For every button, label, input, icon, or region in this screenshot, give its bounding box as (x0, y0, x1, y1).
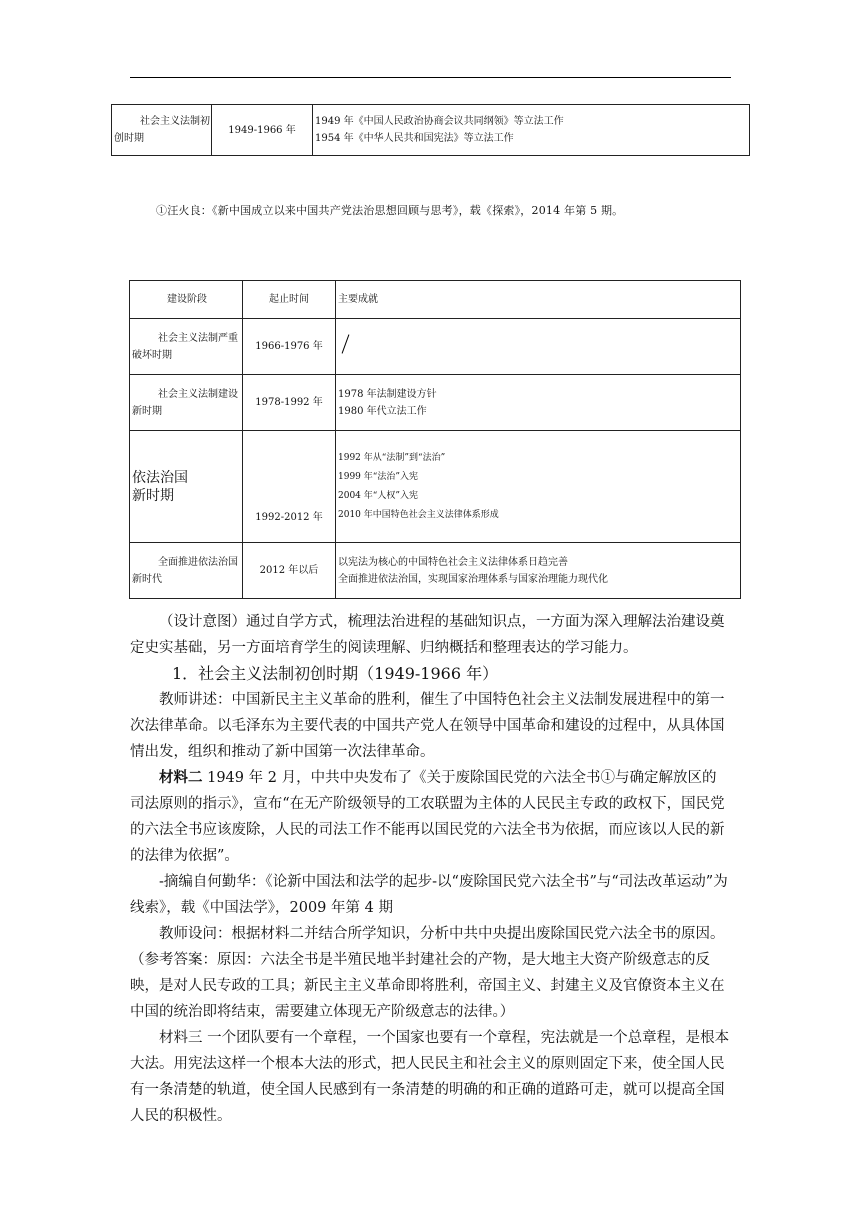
material-two-text: 1949 年 2 月，中共中央发布了《关于废除国民党的六法全书①与确定解放区的司法原则的指示》，宣布“在无产阶级领导的工农联盟为主体的人民民主专政的政权下，国民党的六法全书应该废除，人民的司法工作不能再以国民党的六法全书为依据，而应该以人民的新的法律为依据”。 (130, 770, 725, 864)
table-row (112, 105, 750, 156)
source-citation: -摘编自何勤华：《论新中国法和法学的起步-以“废除国民党六法全书”与“司法改革运动”为线索》，载《中国法学》，2009 年第 4 期 (130, 874, 728, 916)
section-heading: 1．社会主义法制初创时期（1949-1966 年） (172, 664, 499, 683)
table-header-row (130, 281, 741, 319)
header-period: 起止时间 (243, 281, 336, 319)
reference-answer: （参考答案：原因：六法全书是半殖民地半封建社会的产物，是大地主大资产阶级意志的反映，是对人民专政的工具；新民主主义革命即将胜利，帝国主义、封建主义及官僚资本主义在中国的统治即将结束，需要建立体现无产阶级意志的法律。） (130, 952, 725, 1020)
stage-cell: 全面推进依法治国新时代 (130, 543, 243, 599)
material-two (130, 765, 730, 869)
achievements-cell: 以宪法为核心的中国特色社会主义法律体系日趋完善 全面推进依法治国，实现国家治理体系与国家治理能力现代化 (336, 543, 741, 599)
table-main (129, 280, 741, 599)
period-cell: 1978-1992 年 (243, 375, 336, 431)
period-cell: 1966-1976 年 (243, 319, 336, 375)
teacher-talk: 教师讲述：中国新民主主义革命的胜利，催生了中国特色社会主义法制发展进程中的第一次法律革命。以毛泽东为主要代表的中国共产党人在领导中国革命和建设的过程中，从具体国情出发，组织和推动了新中国第一次法律革命。 (130, 692, 725, 760)
table-top (111, 104, 750, 156)
achievements-cell: 1978 年法制建设方针 1980 年代立法工作 (336, 375, 741, 431)
teacher-question: 教师设问：根据材料二并结合所学知识，分析中共中央提出废除国民党六法全书的原因。 (159, 926, 725, 942)
slash-mark (338, 335, 352, 353)
stage-cell: 社会主义法制建设新时期 (130, 375, 243, 431)
header-achievements: 主要成就 (336, 281, 741, 319)
design-intent: （设计意图）通过自学方式，梳理法治进程的基础知识点，一方面为深入理解法治建设奠定史实基础，另一方面培育学生的阅读理解、归纳概括和整理表达的学习能力。 (130, 614, 725, 656)
achievements-cell: 1992 年从“法制”到“法治” 1999 年“法治”入宪 2004 年“人权”入宪 2010 年中国特色社会主义法律体系形成 (336, 431, 741, 543)
material-three: 材料三 一个团队要有一个章程，一个国家也要有一个章程，宪法就是一个总章程，是根本大法。用宪法这样一个根本大法的形式，把人民民主和社会主义的原则固定下来，使全国人民有一条清楚的轨道，使全国人民感到有一条清楚的明确的和正确的道路可走，就可以提高全国人民的积极性。 (130, 1030, 730, 1124)
footnote: ①汪火良：《新中国成立以来中国共产党法治思想回顾与思考》，载《探索》，2014 年第 5 期。 (156, 204, 624, 217)
period-cell: 2012 年以后 (243, 543, 336, 599)
material-two-label: 材料二 (159, 769, 203, 786)
achievements-cell (336, 319, 741, 375)
period-cell: 1992-2012 年 (243, 431, 336, 543)
table-row (130, 319, 741, 375)
stage-cell: 社会主义法制严重破坏时期 (130, 319, 243, 375)
header-stage: 建设阶段 (130, 281, 243, 319)
table-row (130, 375, 741, 431)
period-cell: 1949-1966 年 (212, 105, 313, 156)
table-row (130, 543, 741, 599)
stage-cell: 社会主义法制初创时期 (112, 105, 212, 156)
header-rule (130, 77, 731, 78)
stage-cell: 依法治国 新时期 (130, 431, 243, 543)
achievements-cell: 1949 年《中国人民政治协商会议共同纲领》等立法工作 1954 年《中华人民共和国宪法》等立法工作 (313, 105, 750, 156)
table-row (130, 431, 741, 543)
body-text (130, 609, 730, 1129)
